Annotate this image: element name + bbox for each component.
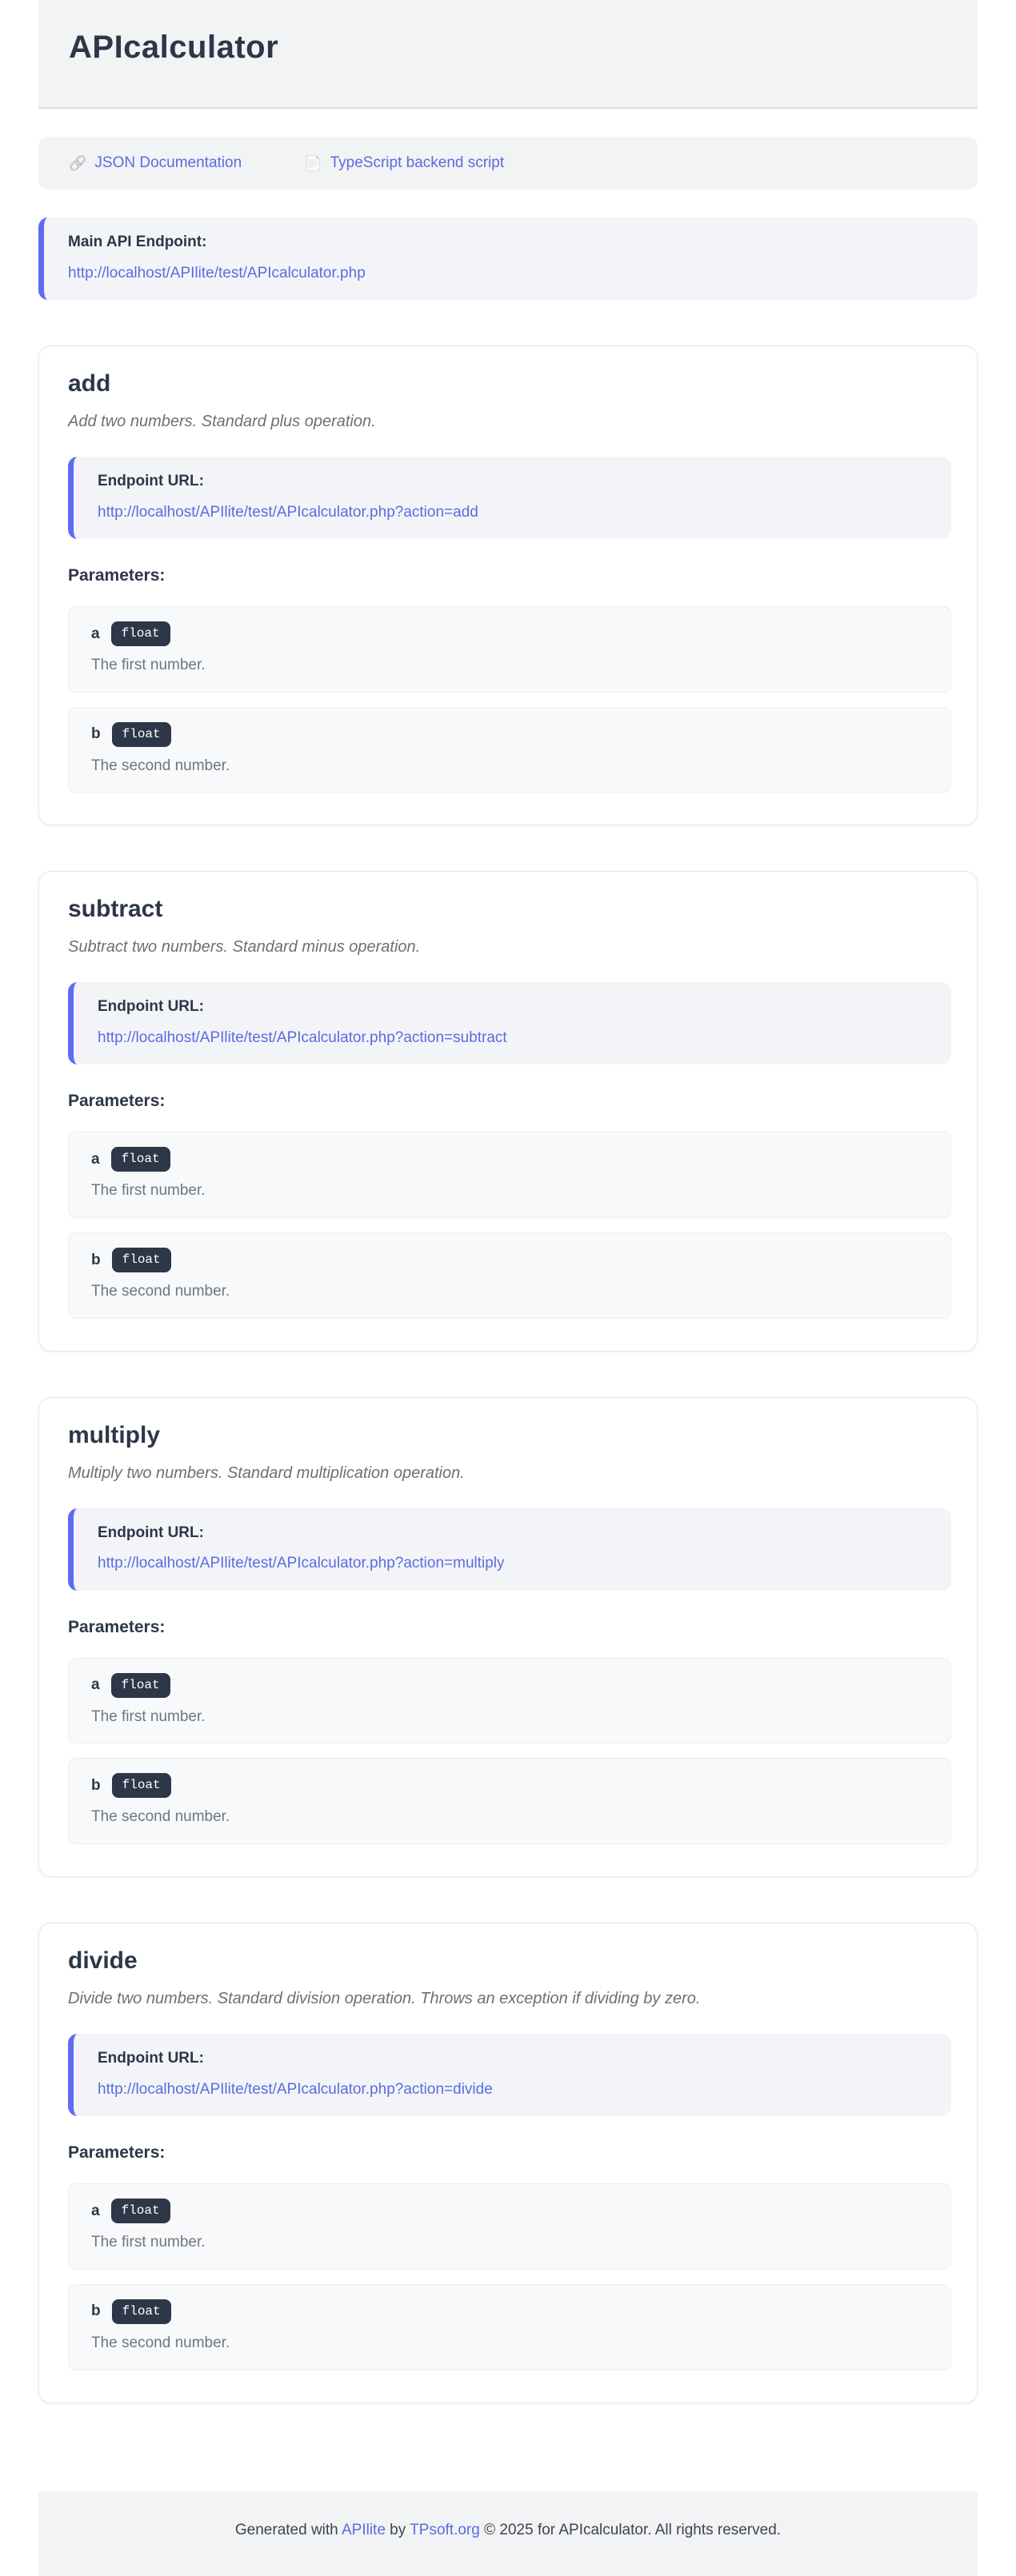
- endpoint-url-label: Endpoint URL:: [98, 998, 204, 1016]
- endpoint-url-label: Endpoint URL:: [98, 1524, 204, 1541]
- param-name: b: [91, 725, 101, 743]
- params-list: [68, 1132, 951, 1318]
- method-card: [38, 871, 978, 1351]
- document-icon: 📄: [304, 154, 322, 171]
- param-type-badge: float: [112, 2299, 171, 2324]
- param-description: The second number.: [91, 2334, 230, 2351]
- method-endpoint-url-link[interactable]: http://localhost/APIlite/test/APIcalculator.php?action=subtract: [98, 1028, 507, 1046]
- param-name: a: [91, 2202, 100, 2219]
- params-list: [68, 1658, 951, 1844]
- typescript-backend-label: TypeScript backend script: [330, 154, 505, 171]
- param-head: [91, 722, 928, 747]
- param-type-badge: float: [112, 1248, 171, 1272]
- method-card: [38, 345, 978, 825]
- param-type-badge: float: [111, 2199, 170, 2223]
- param-name: b: [91, 2302, 101, 2320]
- param-name: a: [91, 1150, 100, 1168]
- main-endpoint-box: [38, 218, 978, 300]
- param-description: The first number.: [91, 657, 206, 673]
- param-name: a: [91, 1676, 100, 1694]
- link-icon: 🔗: [69, 154, 87, 171]
- main-endpoint-url-link[interactable]: http://localhost/APIlite/test/APIcalculator.php: [68, 264, 366, 282]
- methods-list: [38, 345, 978, 2403]
- param-type-badge: float: [111, 1147, 170, 1172]
- footer-text-suffix: © 2025 for APIcalculator. All rights reserved.: [479, 2521, 782, 2538]
- param-box: [68, 2284, 951, 2370]
- param-box: [68, 707, 951, 793]
- param-head: [91, 1673, 928, 1698]
- page-container: [38, 0, 978, 2576]
- method-description: Subtract two numbers. Standard minus operation.: [68, 938, 421, 957]
- parameters-heading: Parameters:: [68, 2143, 166, 2163]
- tpsoft-link[interactable]: TPsoft.org: [410, 2521, 480, 2538]
- method-endpoint-box: [68, 982, 951, 1064]
- param-head: [91, 2199, 928, 2223]
- method-endpoint-url-link[interactable]: http://localhost/APIlite/test/APIcalculator.php?action=divide: [98, 2080, 493, 2098]
- params-list: [68, 2183, 951, 2370]
- param-type-badge: float: [112, 1773, 171, 1798]
- parameters-heading: Parameters:: [68, 1617, 166, 1636]
- method-name: divide: [68, 1947, 138, 1975]
- param-description: The second number.: [91, 757, 230, 774]
- param-head: [91, 1773, 928, 1798]
- method-description: Multiply two numbers. Standard multiplication operation.: [68, 1464, 465, 1482]
- parameters-heading: Parameters:: [68, 566, 166, 585]
- param-box: [68, 1132, 951, 1218]
- param-head: [91, 1147, 928, 1172]
- links-bar: [38, 137, 978, 190]
- page-header: [38, 0, 978, 109]
- method-name: subtract: [68, 896, 163, 923]
- param-type-badge: float: [111, 621, 170, 646]
- param-type-badge: float: [112, 722, 171, 747]
- json-documentation-link[interactable]: [69, 154, 242, 172]
- param-name: b: [91, 1251, 101, 1268]
- page-footer: [38, 2491, 978, 2576]
- param-box: [68, 1758, 951, 1844]
- main-endpoint-label: Main API Endpoint:: [68, 234, 207, 250]
- method-endpoint-box: [68, 2034, 951, 2116]
- method-description: Divide two numbers. Standard division operation. Throws an exception if dividing by zero.: [68, 1990, 701, 2008]
- footer-text-middle: by: [385, 2521, 410, 2538]
- param-description: The first number.: [91, 1707, 206, 1725]
- param-description: The second number.: [91, 1283, 230, 1300]
- param-box: [68, 1232, 951, 1319]
- param-head: [91, 621, 928, 646]
- param-type-badge: float: [111, 1673, 170, 1698]
- typescript-backend-link[interactable]: [304, 154, 504, 172]
- parameters-heading: Parameters:: [68, 1092, 166, 1111]
- param-box: [68, 606, 951, 693]
- method-card: [38, 1397, 978, 1877]
- param-head: [91, 1248, 928, 1272]
- param-head: [91, 2299, 928, 2324]
- page-title: APIcalculator: [69, 30, 279, 65]
- method-name: multiply: [68, 1421, 161, 1448]
- method-description: Add two numbers. Standard plus operation.: [68, 413, 376, 430]
- method-endpoint-url-link[interactable]: http://localhost/APIlite/test/APIcalculator.php?action=add: [98, 503, 478, 521]
- params-list: [68, 606, 951, 793]
- param-name: a: [91, 625, 100, 642]
- endpoint-url-label: Endpoint URL:: [98, 473, 204, 489]
- json-documentation-label: JSON Documentation: [94, 154, 242, 171]
- param-name: b: [91, 1776, 101, 1794]
- method-endpoint-url-link[interactable]: http://localhost/APIlite/test/APIcalculator.php?action=multiply: [98, 1555, 505, 1572]
- param-description: The first number.: [91, 1182, 206, 1200]
- param-description: The second number.: [91, 1808, 230, 1826]
- param-box: [68, 2183, 951, 2270]
- method-endpoint-box: [68, 457, 951, 539]
- method-card: [38, 1923, 978, 2402]
- param-description: The first number.: [91, 2234, 206, 2251]
- param-box: [68, 1658, 951, 1744]
- footer-text-prefix: Generated with: [234, 2521, 342, 2538]
- apilite-link[interactable]: APIlite: [341, 2521, 386, 2538]
- method-name: add: [68, 370, 111, 397]
- method-endpoint-box: [68, 1508, 951, 1591]
- endpoint-url-label: Endpoint URL:: [98, 2050, 204, 2067]
